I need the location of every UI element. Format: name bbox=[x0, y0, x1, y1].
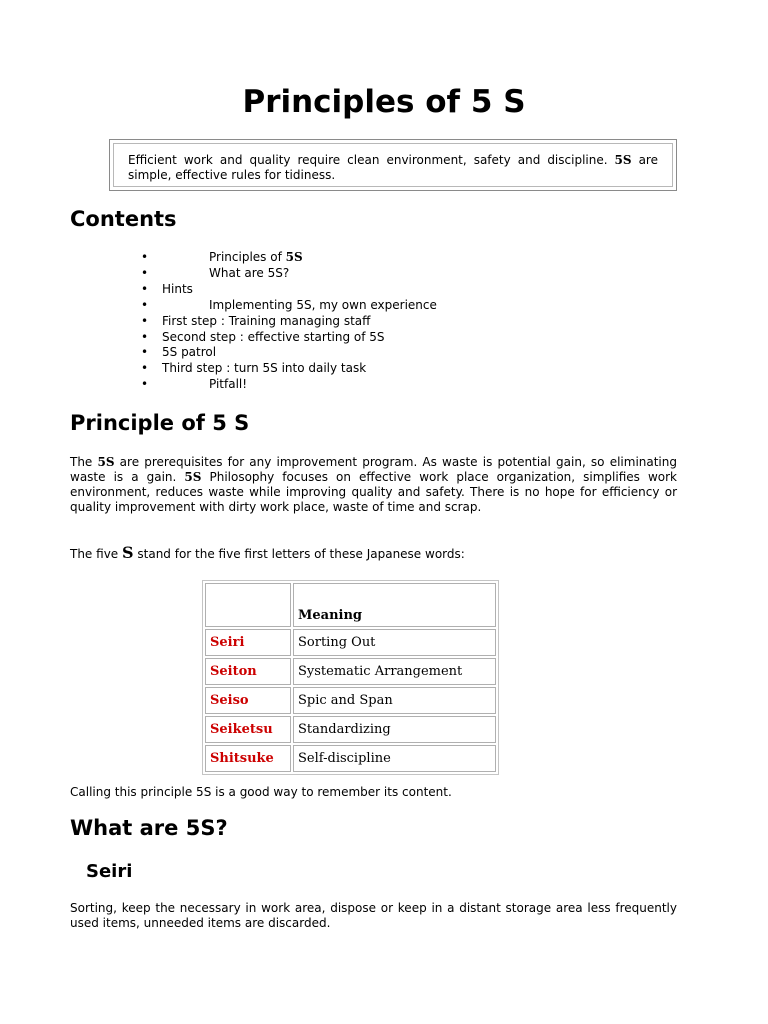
calling-paragraph: Calling this principle 5S is a good way to remember its content. bbox=[70, 785, 452, 799]
text-run: stand for the five first letters of these Japanese words: bbox=[133, 547, 465, 561]
toc-item-label[interactable]: Principles of bbox=[209, 250, 286, 264]
page-title: Principles of 5 S bbox=[242, 84, 526, 120]
table-row bbox=[205, 687, 496, 714]
table-row bbox=[205, 716, 496, 743]
toc-item-label[interactable]: Third step : turn 5S into daily task bbox=[162, 361, 367, 376]
meaning-cell: Systematic Arrangement bbox=[293, 658, 496, 685]
principle-paragraph bbox=[70, 455, 677, 515]
principle-heading: Principle of 5 S bbox=[70, 411, 250, 435]
toc-item-label[interactable]: First step : Training managing staff bbox=[162, 313, 371, 328]
toc-item-bold[interactable]: 5S bbox=[285, 250, 303, 264]
term-cell: Seiso bbox=[205, 687, 291, 714]
five-s-table bbox=[202, 580, 499, 775]
what-are-5s-heading: What are 5S? bbox=[70, 816, 228, 840]
toc-item[interactable] bbox=[134, 377, 437, 393]
meaning-cell: Self-discipline bbox=[293, 745, 496, 772]
seiri-paragraph: Sorting, keep the necessary in work area, dispose or keep in a distant storage area less frequently used items, unneeded items are discarded. bbox=[70, 901, 677, 930]
table-header-meaning: Meaning bbox=[293, 583, 496, 627]
toc-item-label[interactable]: Hints bbox=[162, 281, 193, 296]
table-row bbox=[205, 629, 496, 656]
toc-item[interactable] bbox=[134, 314, 437, 330]
text-run: The five bbox=[70, 547, 122, 561]
contents-list bbox=[134, 250, 437, 393]
intro-box bbox=[109, 139, 677, 191]
toc-item-label[interactable]: Pitfall! bbox=[209, 377, 248, 392]
toc-item[interactable] bbox=[134, 282, 437, 298]
toc-item[interactable] bbox=[134, 250, 437, 266]
intro-text-after: are simple, effective rules for tidiness. bbox=[128, 153, 658, 182]
bold-5s: 5S bbox=[184, 470, 202, 484]
meaning-cell: Spic and Span bbox=[293, 687, 496, 714]
contents-heading: Contents bbox=[70, 207, 177, 231]
toc-item[interactable] bbox=[134, 361, 437, 377]
table-row bbox=[205, 745, 496, 772]
toc-item-label[interactable]: Second step : effective starting of 5S bbox=[162, 329, 385, 344]
toc-item[interactable] bbox=[134, 345, 437, 361]
toc-item-label[interactable]: 5S patrol bbox=[162, 345, 217, 360]
bold-5s: 5S bbox=[97, 455, 115, 469]
text-run: The bbox=[70, 455, 98, 469]
term-cell: Shitsuke bbox=[205, 745, 291, 772]
table-header-row bbox=[205, 583, 496, 627]
five-s-intro bbox=[70, 545, 677, 562]
intro-text bbox=[113, 143, 673, 187]
meaning-cell: Sorting Out bbox=[293, 629, 496, 656]
toc-item-label[interactable]: What are 5S? bbox=[209, 265, 290, 280]
intro-text-before: Efficient work and quality require clean environment, safety and discipline. bbox=[128, 153, 615, 167]
big-s-letter: S bbox=[122, 543, 134, 562]
toc-item[interactable] bbox=[134, 330, 437, 346]
term-cell: Seiton bbox=[205, 658, 291, 685]
toc-item-label[interactable]: Implementing 5S, my own experience bbox=[209, 297, 437, 312]
text-run: Philosophy focuses on effective work place organization, simplifies work environment, reduces waste while improving quality and safety. There is no hope for efficiency or quality improvement with dirty work place, waste of time and scrap. bbox=[70, 470, 677, 514]
seiri-subheading: Seiri bbox=[86, 861, 133, 882]
intro-bold-5s: 5S bbox=[614, 153, 632, 167]
text-run: are prerequisites for any improvement program. As waste is potential gain, so eliminating waste is a gain. bbox=[70, 455, 677, 484]
toc-item[interactable] bbox=[134, 266, 437, 282]
term-cell: Seiketsu bbox=[205, 716, 291, 743]
meaning-cell: Standardizing bbox=[293, 716, 496, 743]
toc-item[interactable] bbox=[134, 298, 437, 314]
term-cell: Seiri bbox=[205, 629, 291, 656]
table-row bbox=[205, 658, 496, 685]
table-header-blank bbox=[205, 583, 291, 627]
